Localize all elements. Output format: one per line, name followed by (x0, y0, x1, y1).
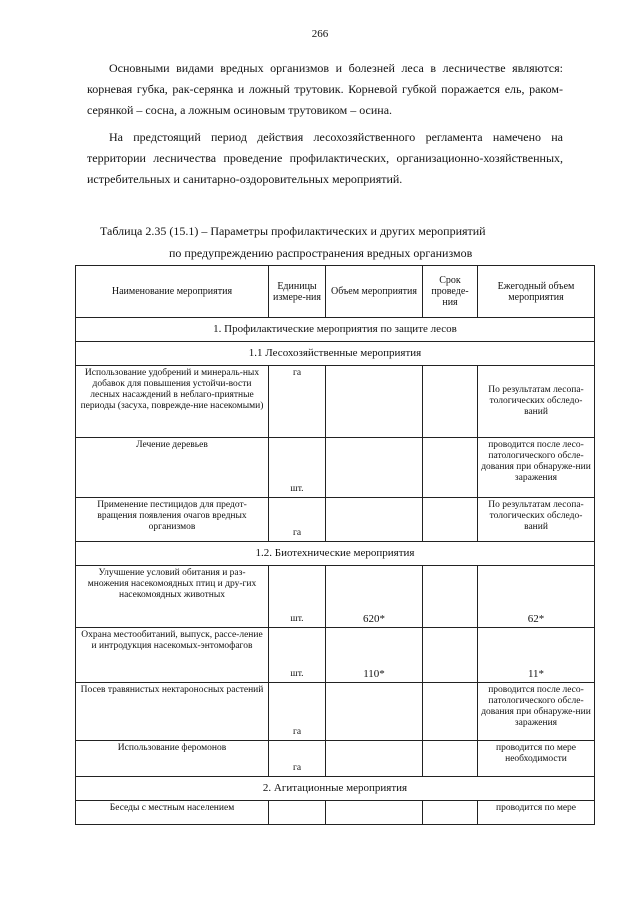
row-volume: 110* (326, 628, 423, 683)
row-term (423, 498, 478, 542)
row-name: Охрана местообитаний, выпуск, рассе-ление и интродукция насекомых-энтомофагов (76, 628, 269, 683)
row-annual: проводится после лесо-патологического обсле-дования при обнаруже-нии заражения (478, 683, 595, 741)
row-unit: шт. (269, 438, 326, 498)
table-row (76, 741, 595, 777)
row-name: Применение пестицидов для предот-вращения появления очагов вредных организмов (76, 498, 269, 542)
measures-table (75, 265, 595, 825)
row-term (423, 566, 478, 628)
section-row (76, 342, 595, 366)
row-term (423, 438, 478, 498)
header-term: Срок проведе-ния (423, 266, 478, 318)
table-row (76, 498, 595, 542)
row-annual: По результатам лесопа-тологических обследо-ваний (478, 498, 595, 542)
table-caption-line-2: по предупреждению распространения вредных организмов (169, 246, 473, 260)
row-unit: га (269, 498, 326, 542)
row-volume (326, 438, 423, 498)
row-annual: По результатам лесопа-тологических обследо-ваний (478, 366, 595, 438)
header-annual: Ежегодный объем мероприятия (478, 266, 595, 318)
row-annual: 11* (478, 628, 595, 683)
header-name: Наименование мероприятия (76, 266, 269, 318)
row-unit: шт. (269, 628, 326, 683)
section-1-1-title: 1.1 Лесохозяйственные мероприятия (76, 342, 595, 366)
paragraph-1-text: Основными видами вредных организмов и болезней леса в лесничестве являются: корневая губка, рак-серянка и ложный трутовик. Корневой губкой поражается ель, раком-серянкой – сосна, а ложным осиновым трутовиком – осина. (87, 61, 563, 117)
paragraph-2-text: На предстоящий период действия лесохозяйственного регламента намечено на территории лесничества проведение профилактических, организационно-хозяйственных, истребительных и санитарно-оздоровительных мероприятий. (87, 130, 563, 186)
row-unit: шт. (269, 566, 326, 628)
row-term (423, 801, 478, 825)
paragraph-1 (87, 58, 563, 121)
row-term (423, 628, 478, 683)
row-name: Лечение деревьев (76, 438, 269, 498)
table-header-row (76, 266, 595, 318)
row-annual: проводится по мере необходимости (478, 741, 595, 777)
row-name: Беседы с местным населением (76, 801, 269, 825)
row-volume (326, 683, 423, 741)
section-row (76, 777, 595, 801)
row-name: Посев травянистых нектароносных растений (76, 683, 269, 741)
header-unit: Единицы измере-ния (269, 266, 326, 318)
row-unit: га (269, 366, 326, 438)
table-row (76, 366, 595, 438)
paragraph-2 (87, 127, 563, 190)
section-row (76, 318, 595, 342)
table-row (76, 683, 595, 741)
row-annual: 62* (478, 566, 595, 628)
row-annual: проводится по мере (478, 801, 595, 825)
section-1-title: 1. Профилактические мероприятия по защите лесов (76, 318, 595, 342)
row-name: Улучшение условий обитания и раз-множения насекомоядных птиц и дру-гих насекомоядных животных (76, 566, 269, 628)
row-term (423, 741, 478, 777)
table-row (76, 801, 595, 825)
section-2-title: 2. Агитационные мероприятия (76, 777, 595, 801)
row-volume (326, 498, 423, 542)
row-volume (326, 741, 423, 777)
section-row (76, 542, 595, 566)
row-annual: проводится после лесо-патологического обсле-дования при обнаруже-нии заражения (478, 438, 595, 498)
table-caption-line-1: Таблица 2.35 (15.1) – Параметры профилактических и других мероприятий (100, 224, 486, 238)
row-term (423, 366, 478, 438)
table-row (76, 438, 595, 498)
row-unit: га (269, 683, 326, 741)
table-row (76, 566, 595, 628)
page-number: 266 (311, 28, 329, 40)
header-volume: Объем мероприятия (326, 266, 423, 318)
row-name: Использование удобрений и минераль-ных добавок для повышения устойчи-вости лесных насаждений в неблаго-приятные периоды (засуха, поврежде-ние насекомыми) (76, 366, 269, 438)
section-1-2-title: 1.2. Биотехнические мероприятия (76, 542, 595, 566)
row-name: Использование феромонов (76, 741, 269, 777)
row-volume (326, 366, 423, 438)
row-term (423, 683, 478, 741)
table-row (76, 628, 595, 683)
row-volume: 620* (326, 566, 423, 628)
row-unit: га (269, 741, 326, 777)
row-volume (326, 801, 423, 825)
row-unit (269, 801, 326, 825)
